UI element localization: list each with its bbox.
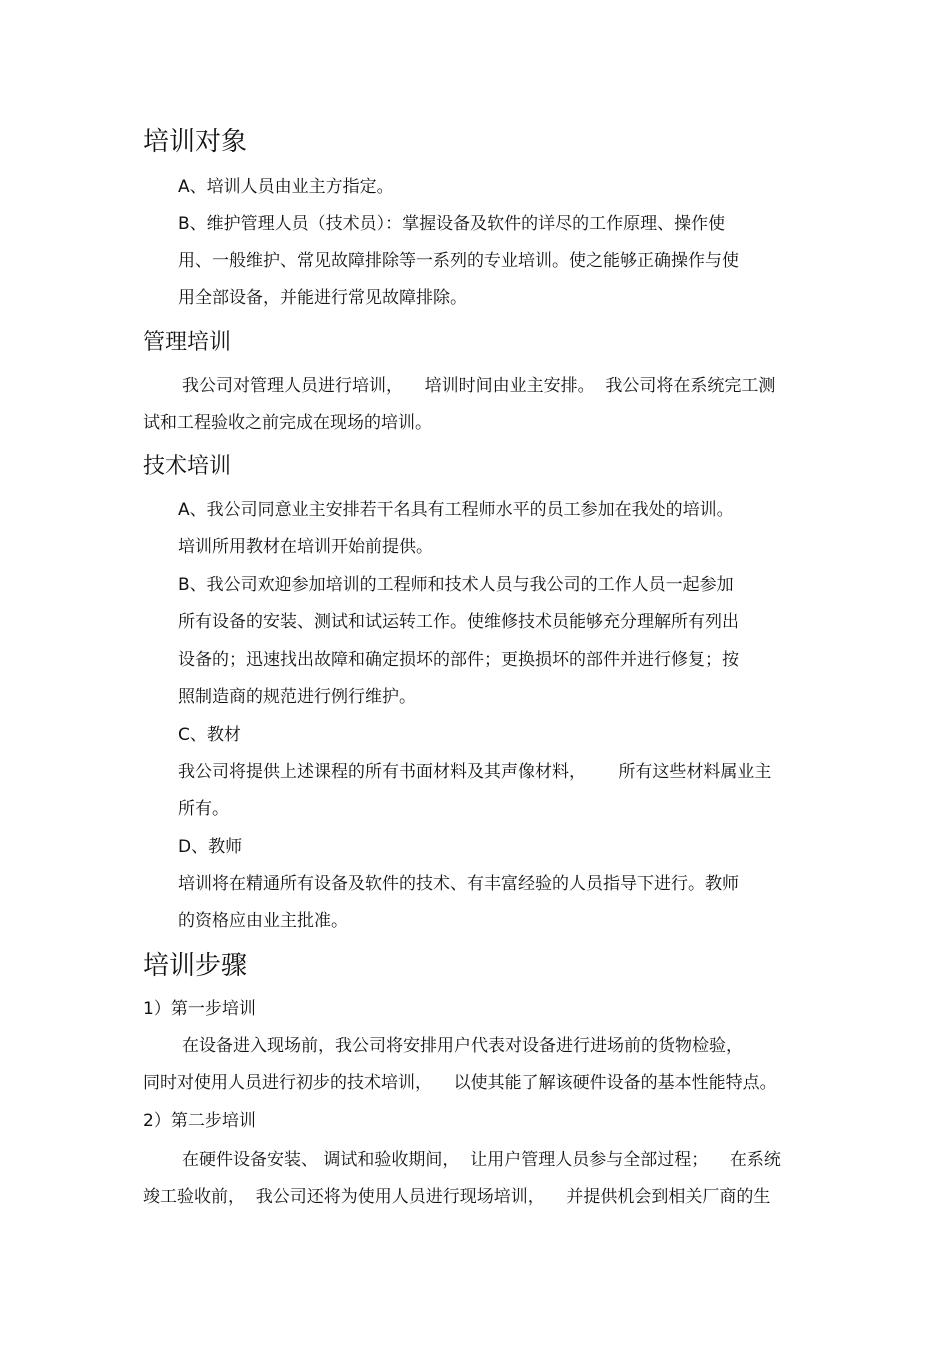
paragraph-line: 在硬件设备安装、 调试和验收期间， 让用户管理人员参与全部过程； 在系统 [182,1150,781,1170]
section-heading-management-training: 管理培训 [143,330,232,355]
paragraph-line: C、教材 [178,725,241,745]
paragraph-line: 的资格应由业主批准。 [178,911,348,931]
paragraph-line: 培训所用教材在培训开始前提供。 [178,537,433,557]
paragraph-line: 培训将在精通所有设备及软件的技术、有丰富经验的人员指导下进行。教师 [178,874,739,894]
paragraph-line: D、教师 [178,837,243,857]
paragraph-line: 在设备进入现场前，我公司将安排用户代表对设备进行进场前的货物检验， [182,1036,743,1056]
paragraph-line: 竣工验收前， 我公司还将为使用人员进行现场培训， 并提供机会到相关厂商的生 [143,1187,771,1207]
step-label: 1）第一步培训 [143,999,256,1019]
paragraph-line: 设备的；迅速找出故障和确定损坏的部件；更换损坏的部件并进行修复；按 [178,650,739,670]
paragraph-line: 用全部设备，并能进行常见故障排除。 [178,288,467,308]
paragraph-line: 试和工程验收之前完成在现场的培训。 [143,413,432,433]
paragraph-line: A、我公司同意业主安排若干名具有工程师水平的员工参加在我处的培训。 [178,500,734,520]
section-heading-training-targets: 培训对象 [143,127,248,157]
paragraph-line: 我公司将提供上述课程的所有书面材料及其声像材料， 所有这些材料属业主 [178,762,772,782]
paragraph-line: B、我公司欢迎参加培训的工程师和技术人员与我公司的工作人员一起参加 [178,575,734,595]
section-heading-technical-training: 技术培训 [143,454,232,479]
paragraph-line: A、培训人员由业主方指定。 [178,177,394,197]
paragraph-line: 照制造商的规范进行例行维护。 [178,687,416,707]
paragraph-line: 所有设备的安装、测试和试运转工作。使维修技术员能够充分理解所有列出 [178,612,739,632]
step-label: 2）第二步培训 [143,1111,256,1131]
paragraph-line: 我公司对管理人员进行培训， 培训时间由业主安排。 我公司将在系统完工测 [182,376,776,396]
paragraph-line: 所有。 [178,799,229,819]
paragraph-line: B、维护管理人员（技术员）：掌握设备及软件的详尽的工作原理、操作使 [178,214,726,234]
paragraph-line: 同时对使用人员进行初步的技术培训， 以使其能了解该硬件设备的基本性能特点。 [143,1073,777,1093]
section-heading-training-steps: 培训步骤 [143,951,248,981]
paragraph-line: 用、一般维护、常见故障排除等一系列的专业培训。使之能够正确操作与使 [178,251,739,271]
